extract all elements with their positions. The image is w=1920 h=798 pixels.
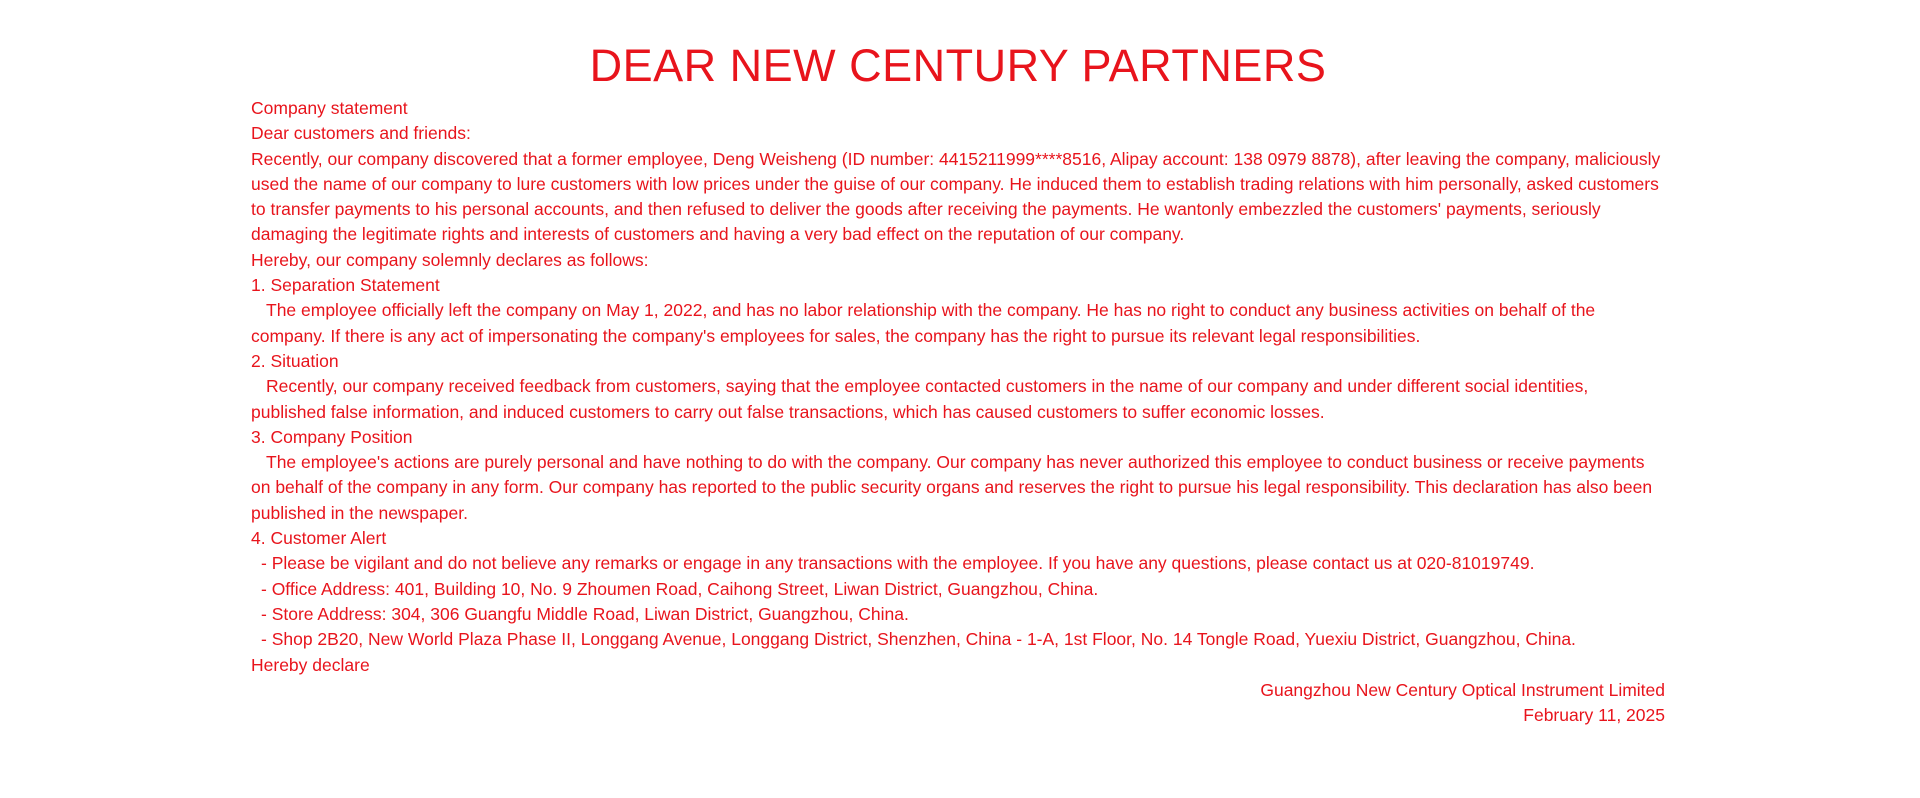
section-body-position: The employee's actions are purely personal and have nothing to do with the company. Our company has never authorized this employee to conduct business or receive payments on behalf of the company in any form. Our company has reported to the public security organs and reserves the right to pursue his legal responsibility. This declaration has also been published in the newspaper. [251, 452, 1653, 523]
alert-item-shop: - Shop 2B20, New World Plaza Phase II, Longgang Avenue, Longgang District, Shenzhen, China - 1-A, 1st Floor, No. 14 Tongle Road, Yuexiu District, Guangzhou, China. [261, 629, 1576, 650]
alert-item-office: - Office Address: 401, Building 10, No. 9 Zhoumen Road, Caihong Street, Liwan District, Guangzhou, China. [261, 578, 1099, 599]
statement-heading: Company statement [251, 98, 408, 118]
section-heading-position: 3. Company Position [251, 426, 413, 447]
intro-paragraph: Recently, our company discovered that a former employee, Deng Weisheng (ID number: 4415211999****8516, Alipay account: 138 0979 8878), after leaving the company, maliciously used the name of our company to lure customers with low prices under the guise of our company. He induced them to establish trading relations with him personally, asked customers to transfer payments to his personal accounts, and then refused to deliver the goods after receiving the payments. He wantonly embezzled the customers' payments, seriously damaging the legitimate rights and interests of customers and having a very bad effect on the reputation of our company. [251, 148, 1661, 245]
greeting: Dear customers and friends: [251, 123, 471, 144]
signature-company: Guangzhou New Century Optical Instrument Limited [1260, 679, 1665, 700]
closing-line: Hereby declare [251, 654, 370, 675]
section-heading-separation: 1. Separation Statement [251, 275, 440, 296]
declares-line: Hereby, our company solemnly declares as follows: [251, 249, 649, 270]
signature-date: February 11, 2025 [1523, 705, 1665, 726]
alert-item-contact: - Please be vigilant and do not believe any remarks or engage in any transactions with the employee. If you have any questions, please contact us at 020-81019749. [261, 553, 1535, 574]
alert-item-store: - Store Address: 304, 306 Guangfu Middle Road, Liwan District, Guangzhou, China. [261, 603, 909, 624]
statement-document [251, 38, 1665, 728]
section-body-situation: Recently, our company received feedback from customers, saying that the employee contacted customers in the name of our company and under different social identities, published false information, and induced customers to carry out false transactions, which has caused customers to suffer economic losses. [251, 376, 1589, 422]
document-title: DEAR NEW CENTURY PARTNERS [589, 40, 1327, 91]
section-body-separation: The employee officially left the company on May 1, 2022, and has no labor relationship with the company. He has no right to conduct any business activities on behalf of the company. If there is any act of impersonating the company's employees for sales, the company has the right to pursue its relevant legal responsibilities. [251, 300, 1596, 346]
section-heading-situation: 2. Situation [251, 350, 339, 371]
section-heading-alert: 4. Customer Alert [251, 528, 387, 549]
